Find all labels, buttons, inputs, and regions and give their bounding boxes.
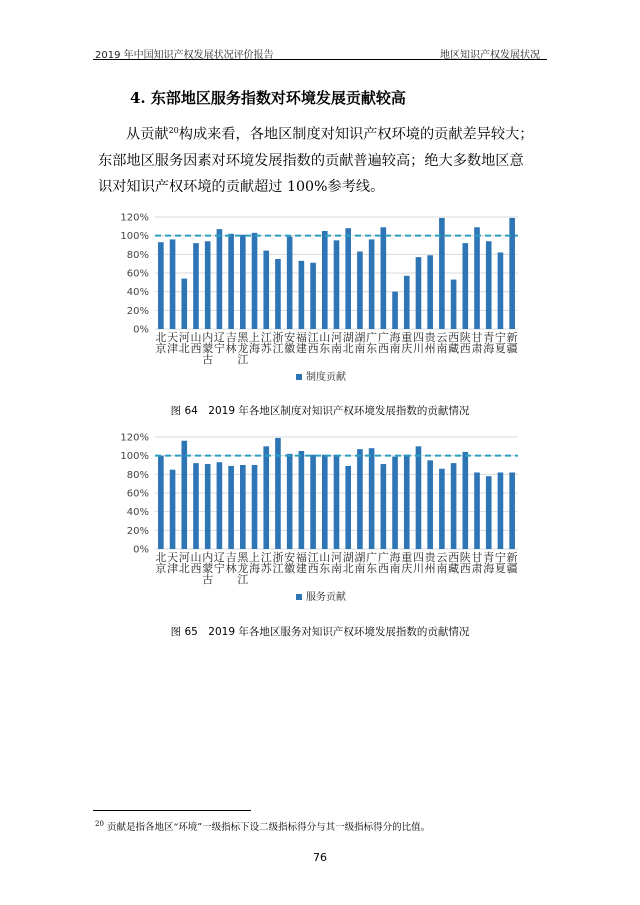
legend-swatch: [296, 594, 302, 600]
bar-1-2: [170, 239, 176, 329]
bar-1-7: [228, 234, 234, 329]
bar-1-9: [252, 233, 258, 329]
bar-2-20: [381, 464, 387, 549]
x-tick-label: 北京: [155, 551, 167, 575]
x-tick-label: 山西: [190, 551, 202, 575]
bar-2-4: [193, 463, 199, 549]
header-rule: [93, 59, 547, 60]
y-tick-label: 60%: [126, 268, 149, 280]
bar-1-5: [205, 241, 211, 329]
bar-2-28: [474, 472, 480, 549]
x-tick-label: 湖南: [354, 551, 366, 575]
bar-1-12: [287, 237, 293, 329]
x-tick-label: 湖北: [342, 331, 354, 355]
x-tick-label: 江苏: [260, 551, 272, 575]
bar-1-20: [381, 227, 387, 329]
x-tick-label: 辽宁: [213, 331, 225, 355]
x-tick-label: 海南: [389, 331, 401, 355]
bar-2-7: [228, 466, 234, 549]
institution-contribution-chart: [0, 205, 640, 390]
bar-2-26: [451, 463, 457, 549]
para-line-2: 东部地区服务因素对环境发展指数的贡献普遍较高；绝大多数地区意: [98, 152, 524, 169]
x-tick-label: 湖北: [342, 551, 354, 575]
x-tick-label: 福建: [295, 331, 307, 355]
x-tick-label: 湖南: [354, 331, 366, 355]
x-tick-label: 广东: [366, 331, 378, 355]
bar-2-2: [170, 470, 176, 549]
x-tick-label: 内蒙古: [202, 331, 214, 366]
x-tick-label: 海南: [389, 551, 401, 575]
bar-2-10: [263, 446, 269, 549]
x-tick-label: 贵州: [424, 551, 436, 575]
x-tick-label: 江西: [307, 331, 319, 355]
y-tick-label: 40%: [126, 287, 149, 299]
x-tick-label: 上海: [249, 551, 261, 575]
service-contribution-chart: [0, 425, 640, 610]
bar-1-30: [498, 252, 504, 329]
y-tick-label: 100%: [120, 451, 149, 463]
x-tick-label: 北京: [155, 331, 167, 355]
x-tick-label: 广西: [377, 551, 389, 575]
x-tick-label: 辽宁: [213, 551, 225, 575]
x-tick-label: 安徽: [284, 551, 296, 575]
footnote-ref: 20: [168, 126, 179, 135]
bar-2-31: [509, 472, 515, 549]
x-tick-label: 甘肃: [471, 551, 483, 575]
x-tick-label: 江西: [307, 551, 319, 575]
bar-2-22: [404, 455, 410, 549]
figure-65-caption: 图 65 2019 年各地区服务对知识产权环境发展指数的贡献情况: [170, 626, 470, 638]
y-tick-label: 0%: [133, 544, 149, 556]
para-line-1b: 构成来看，各地区制度对知识产权环境的贡献差异较大；: [178, 126, 534, 143]
bar-1-27: [462, 243, 468, 329]
x-tick-label: 重庆: [401, 551, 413, 575]
bar-2-14: [310, 455, 316, 549]
x-tick-label: 宁夏: [494, 551, 506, 575]
y-tick-label: 20%: [126, 305, 149, 317]
bar-1-28: [474, 227, 480, 329]
x-tick-label: 甘肃: [471, 331, 483, 355]
x-tick-label: 陕西: [459, 551, 471, 575]
bar-2-17: [345, 466, 351, 549]
bar-1-14: [310, 263, 316, 329]
x-tick-label: 浙江: [272, 331, 284, 355]
figure-64-caption: 图 64 2019 年各地区制度对知识产权环境发展指数的贡献情况: [170, 405, 470, 417]
bar-2-21: [392, 457, 398, 549]
bar-2-16: [334, 455, 340, 549]
y-tick-label: 40%: [126, 507, 149, 519]
bar-1-1: [158, 242, 164, 329]
x-tick-label: 山西: [190, 331, 202, 355]
x-tick-label: 河南: [331, 331, 342, 355]
x-tick-label: 河南: [331, 551, 342, 575]
x-tick-label: 吉林: [225, 551, 237, 575]
x-tick-label: 广西: [377, 331, 389, 355]
running-header-section: 地区知识产权发展状况: [440, 50, 540, 61]
bar-1-31: [509, 218, 515, 329]
bar-1-4: [193, 243, 199, 329]
bar-1-25: [439, 218, 445, 329]
bar-2-30: [498, 472, 504, 549]
section-heading: 4. 东部地区服务指数对环境发展贡献较高: [130, 89, 406, 107]
x-tick-label: 浙江: [272, 551, 284, 575]
y-tick-label: 120%: [120, 432, 149, 444]
x-tick-label: 广东: [366, 551, 378, 575]
bar-1-23: [416, 257, 422, 329]
y-tick-label: 20%: [126, 525, 149, 537]
bar-2-11: [275, 438, 281, 549]
footnote: [95, 819, 430, 833]
x-tick-label: 青海: [483, 331, 495, 355]
x-tick-label: 云南: [436, 331, 448, 355]
footnote-text: 贡献是指各地区“环境”一级指标下设二级指标得分与其一级指标得分的比值。: [106, 822, 431, 833]
bar-1-3: [181, 279, 187, 329]
bar-2-27: [462, 452, 468, 549]
y-tick-label: 120%: [120, 212, 149, 224]
bar-2-12: [287, 454, 293, 549]
x-tick-label: 吉林: [225, 331, 237, 355]
bar-1-11: [275, 259, 281, 329]
x-tick-label: 西藏: [448, 551, 460, 575]
legend-label: 制度贡献: [306, 372, 346, 383]
bar-1-18: [357, 252, 363, 329]
x-tick-label: 云南: [436, 551, 448, 575]
bar-1-13: [299, 261, 305, 329]
bar-2-23: [416, 446, 422, 549]
footnote-rule: [93, 810, 251, 811]
bar-1-8: [240, 235, 246, 329]
bar-1-22: [404, 276, 410, 329]
x-tick-label: 陕西: [459, 331, 471, 355]
x-tick-label: 西藏: [448, 331, 460, 355]
x-tick-label: 黑龙江: [237, 331, 249, 366]
x-tick-label: 新疆: [506, 551, 518, 575]
bar-1-16: [334, 240, 340, 329]
bar-2-3: [181, 441, 187, 549]
x-tick-label: 江苏: [260, 331, 272, 355]
bar-1-26: [451, 280, 457, 329]
page-number: 76: [313, 851, 327, 864]
bar-1-21: [392, 292, 398, 329]
x-tick-label: 四川: [412, 331, 424, 355]
x-tick-label: 山东: [319, 551, 331, 575]
bar-2-29: [486, 476, 492, 549]
bar-1-10: [263, 251, 269, 329]
y-tick-label: 80%: [126, 249, 149, 261]
x-tick-label: 河北: [178, 331, 190, 355]
bar-1-17: [345, 228, 351, 329]
x-tick-label: 宁夏: [494, 331, 506, 355]
para-line-1a: 从贡献: [126, 126, 169, 143]
x-tick-label: 青海: [483, 551, 495, 575]
x-tick-label: 新疆: [506, 331, 518, 355]
x-tick-label: 山东: [319, 331, 331, 355]
bar-2-25: [439, 469, 445, 549]
bar-2-1: [158, 456, 164, 549]
y-tick-label: 0%: [133, 324, 149, 336]
bar-1-19: [369, 239, 375, 329]
x-tick-label: 天津: [167, 331, 179, 355]
bar-2-6: [217, 462, 223, 549]
footnote-mark: 20: [95, 819, 104, 828]
bar-1-24: [427, 255, 433, 329]
y-tick-label: 80%: [126, 469, 149, 481]
y-tick-label: 60%: [126, 488, 149, 500]
x-tick-label: 天津: [167, 551, 179, 575]
y-tick-label: 100%: [120, 231, 149, 243]
bar-2-19: [369, 448, 375, 549]
bar-2-15: [322, 455, 328, 549]
x-tick-label: 黑龙江: [237, 551, 249, 586]
x-tick-label: 福建: [295, 551, 307, 575]
body-paragraph: [98, 118, 550, 200]
bar-1-6: [217, 229, 223, 329]
x-tick-label: 四川: [412, 551, 424, 575]
bar-2-8: [240, 465, 246, 549]
bar-2-18: [357, 449, 363, 549]
bar-1-29: [486, 241, 492, 329]
bar-2-5: [205, 464, 211, 549]
legend-label: 服务贡献: [306, 592, 346, 603]
running-header-title: 2019 年中国知识产权发展状况评价报告: [95, 50, 274, 61]
x-tick-label: 重庆: [401, 331, 413, 355]
bar-2-13: [299, 451, 305, 549]
x-tick-label: 河北: [178, 551, 190, 575]
x-tick-label: 上海: [249, 331, 261, 355]
para-line-3: 识对知识产权环境的贡献超过 100%参考线。: [98, 178, 385, 195]
x-tick-label: 贵州: [424, 331, 436, 355]
legend-swatch: [296, 374, 302, 380]
bar-2-24: [427, 460, 433, 549]
x-tick-label: 内蒙古: [202, 551, 214, 586]
bar-1-15: [322, 231, 328, 329]
x-tick-label: 安徽: [284, 331, 296, 355]
bar-2-9: [252, 465, 258, 549]
